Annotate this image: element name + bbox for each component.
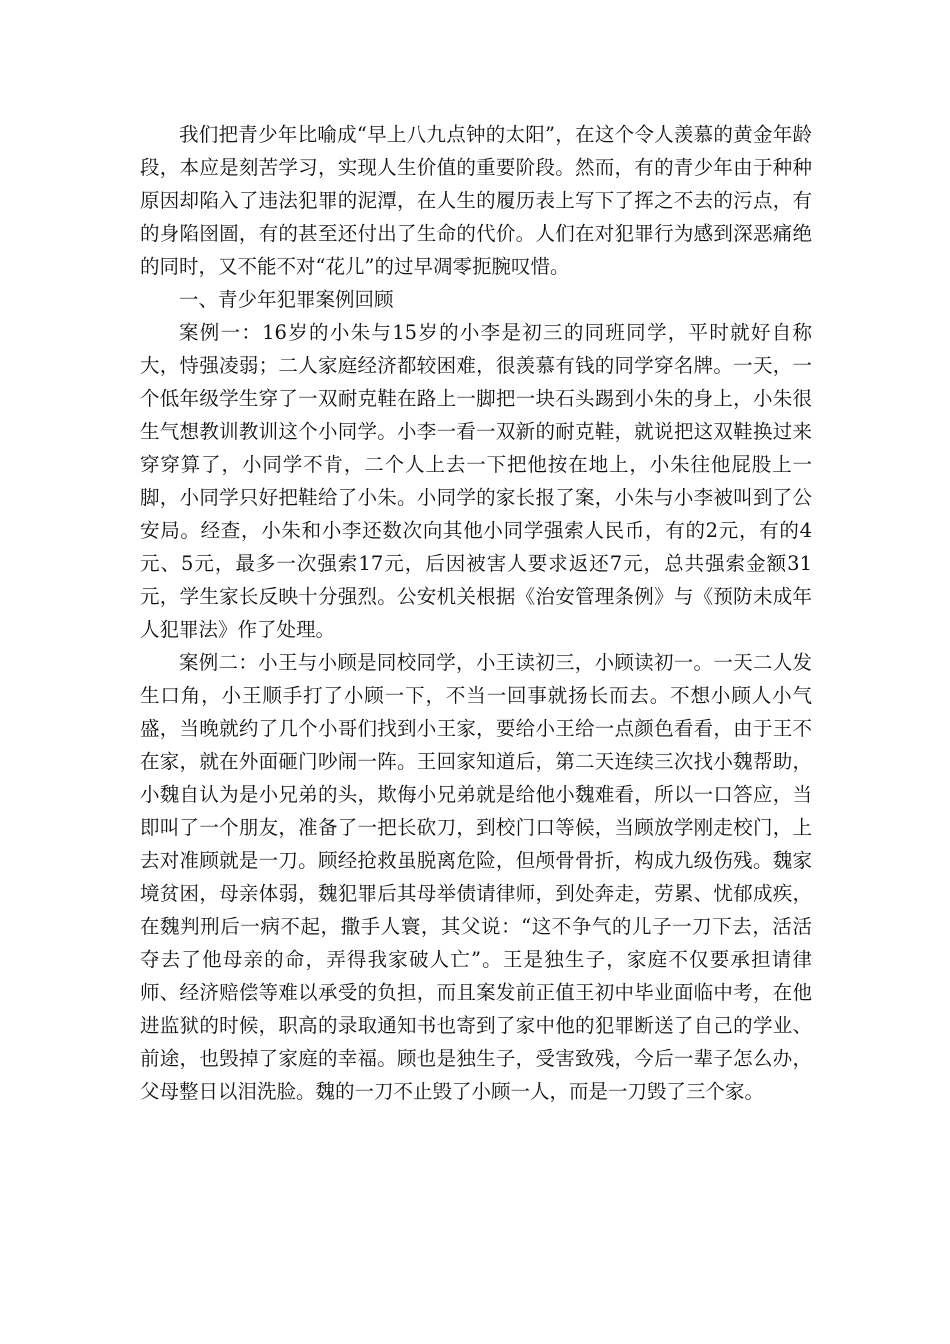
document-body [140,118,812,1108]
section-heading: 一、青少年犯罪案例回顾 [179,288,394,311]
case-one-paragraph: 案例一：16岁的小朱与15岁的小李是初三的同班同学，平时就好自称大，恃强凌弱；二人家庭经济都较困难，很羡慕有钱的同学穿名牌。一天，一个低年级学生穿了一双耐克鞋在路上一脚把一块石头踢到小朱的身上，小朱很生气想教训教训这个小同学。小李一看一双新的耐克鞋，就说把这双鞋换过来穿穿算了，小同学不肯，二个人上去一下把他按在地上，小朱往他屁股上一脚，小同学只好把鞋给了小朱。小同学的家长报了案，小朱与小李被叫到了公安局。经查，小朱和小李还数次向其他小同学强索人民币，有的2元，有的4元、5元，最多一次强索17元，后因被害人要求返还7元，总共强索金额31元，学生家长反映十分强烈。公安机关根据《治安管理条例》与《预防未成年人犯罪法》作了处理。 [140,321,812,641]
case-two-paragraph: 案例二：小王与小顾是同校同学，小王读初三，小顾读初一。一天二人发生口角，小王顺手打了小顾一下，不当一回事就扬长而去。不想小顾人小气盛，当晚就约了几个小哥们找到小王家，要给小王给一点颜色看看，由于王不在家，就在外面砸门吵闹一阵。王回家知道后，第二天连续三次找小魏帮助，小魏自认为是小兄弟的头，欺侮小兄弟就是给他小魏难看，所以一口答应，当即叫了一个朋友，准备了一把长砍刀，到校门口等候，当顾放学刚走校门，上去对准顾就是一刀。顾经抢救虽脱离危险，但颅骨骨折，构成九级伤残。魏家境贫困，母亲体弱，魏犯罪后其母举债请律师，到处奔走，劳累、忧郁成疾，在魏判刑后一病不起，撒手人寰，其父说：“这不争气的儿子一刀下去，活活夺去了他母亲的命，弄得我家破人亡”。王是独生子，家庭不仅要承担请律师、经济赔偿等难以承受的负担，而且案发前正值王初中毕业面临中考，在他进监狱的时候，职高的录取通知书也寄到了家中他的犯罪断送了自己的学业、前途，也毁掉了家庭的幸福。顾也是独生子，受害致残，今后一辈子怎么办，父母整日以泪洗脸。魏的一刀不止毁了小顾一人，而是一刀毁了三个家。 [140,651,812,1103]
intro-paragraph: 我们把青少年比喻成“早上八九点钟的太阳”，在这个令人羡慕的黄金年龄段，本应是刻苦学习，实现人生价值的重要阶段。然而，有的青少年由于种种原因却陷入了违法犯罪的泥潭，在人生的履历表上写下了挥之不去的污点，有的身陷囹圄，有的甚至还付出了生命的代价。人们在对犯罪行为感到深恶痛绝的同时，又不能不对“花儿”的过早凋零扼腕叹惜。 [140,123,812,278]
